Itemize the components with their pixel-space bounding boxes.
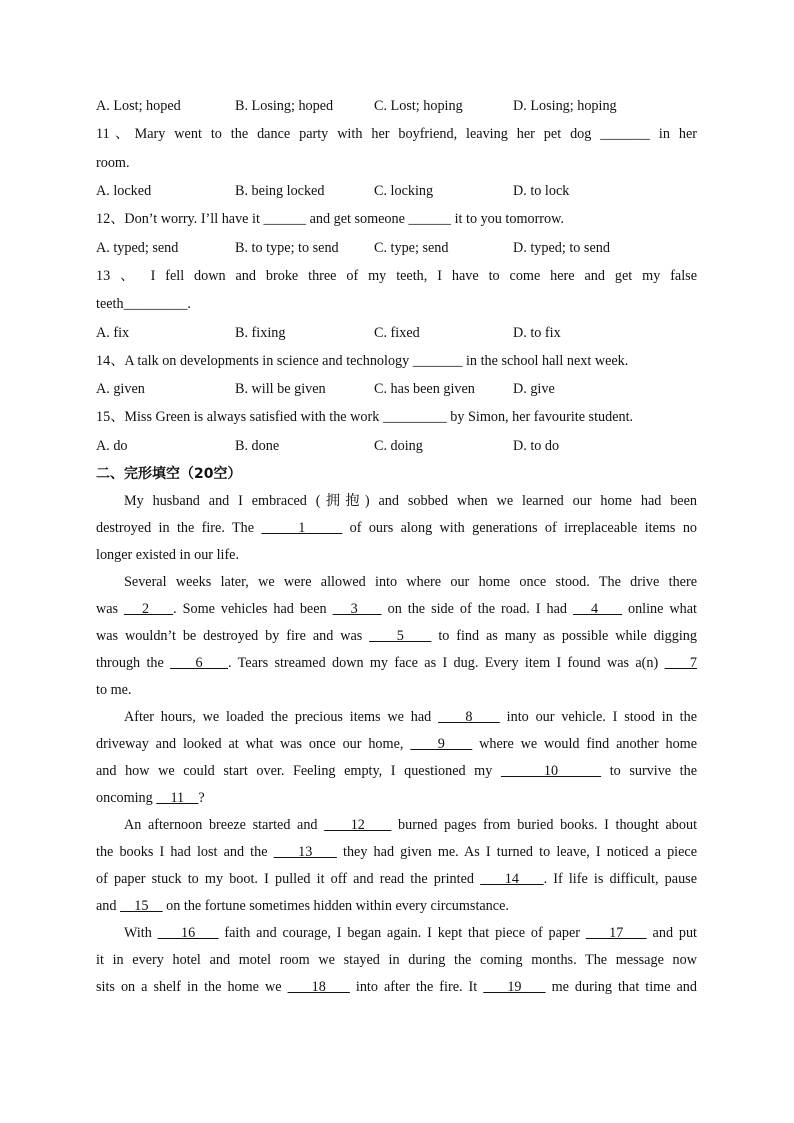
passage-text: of ours along with generations of irreplaceable items no [342, 519, 698, 536]
cloze-blank: 18 [287, 978, 350, 995]
passage-text: through the [96, 654, 171, 671]
passage-text: was wouldn’t be destroyed by fire and was [96, 627, 370, 644]
passage-text: oncoming [96, 789, 157, 806]
q15-stem: 15、Miss Green is always satisfied with the work _________ by Simon, her favourite student. [96, 409, 634, 425]
passage-line [96, 758, 697, 785]
passage-line [96, 542, 697, 569]
passage-text: to find as many as possible while digging [431, 627, 697, 644]
passage-line [96, 704, 697, 731]
q11-options [96, 177, 697, 205]
passage-line [96, 785, 697, 812]
option-b: B. done [235, 437, 280, 454]
passage-text: . Some vehicles had been [173, 600, 333, 617]
passage-text: where we would find another home [472, 735, 698, 752]
q14-options [96, 375, 697, 403]
passage-line [96, 569, 697, 596]
cloze-blank: 10 [500, 762, 602, 779]
passage-text: and put [646, 924, 698, 941]
passage-line [96, 839, 697, 866]
q10-options [96, 92, 697, 120]
option-b: B. Losing; hoped [235, 98, 334, 114]
q13-options [96, 319, 697, 347]
option-d: D. to lock [513, 183, 570, 199]
passage-text: With [124, 924, 158, 941]
passage-line [96, 893, 697, 920]
cloze-blank: 14 [480, 870, 544, 887]
cloze-blank: 4 [572, 600, 622, 617]
passage-text: on the side of the road. I had [381, 600, 573, 617]
option-d: D. typed; to send [513, 239, 610, 256]
passage-text: and how we could start over. Feeling empty, I questioned my [96, 762, 501, 779]
option-c: C. locking [374, 183, 434, 199]
option-a: A. given [96, 381, 145, 397]
passage-text: sits on a shelf in the home we [96, 978, 288, 995]
document-content [96, 92, 697, 1001]
passage-text: longer existed in our life. [96, 546, 240, 563]
option-c: C. type; send [374, 239, 449, 256]
option-b: B. being locked [235, 183, 325, 199]
q12-stem: 12、Don’t worry. I’ll have it ______ and get someone ______ it to you tomorrow. [96, 211, 564, 227]
passage-line [96, 731, 697, 758]
passage-text: to survive the [601, 762, 698, 779]
passage-text: into after the fire. It [349, 978, 484, 995]
passage-line [96, 866, 697, 893]
section-heading: 二、完形填空（20空） [96, 465, 242, 482]
option-c: C. Lost; hoping [374, 98, 463, 114]
q11-stem-line-1: 11、Mary went to the dance party with her boyfriend, leaving her pet dog _______ in her [96, 126, 697, 142]
q14-stem: 14、A talk on developments in science and technology _______ in the school hall next week. [96, 352, 629, 369]
cloze-blank: 19 [483, 978, 546, 995]
option-d: D. Losing; hoping [513, 98, 617, 114]
q13-stem-line-1: 13 、 I fell down and broke three of my teeth, I have to come here and get my false [96, 267, 697, 284]
option-a: A. Lost; hoped [96, 98, 181, 114]
option-a: A. locked [96, 183, 152, 199]
passage-text: of paper stuck to my boot. I pulled it off and read the printed [96, 870, 481, 887]
option-d: D. give [513, 381, 555, 397]
passage-text: me during that time and [545, 978, 697, 995]
passage-text: to me. [96, 681, 132, 698]
option-b: B. fixing [235, 324, 286, 341]
option-a: A. typed; send [96, 239, 179, 256]
cloze-blank: 15 [120, 897, 163, 914]
passage-text: driveway and looked at what was once our home, [96, 735, 411, 752]
cloze-blank: 11 [156, 789, 199, 806]
cloze-passage [96, 488, 697, 1001]
option-a: A. fix [96, 324, 130, 341]
cloze-blank: 6 [170, 654, 228, 671]
cloze-blank: 9 [410, 735, 473, 752]
passage-line [96, 488, 697, 515]
q12-options [96, 234, 697, 262]
cloze-blank: 1 [261, 519, 343, 536]
passage-line [96, 596, 697, 623]
option-d: D. to do [513, 437, 560, 454]
q13-stem-line-2: teeth_________. [96, 296, 191, 312]
passage-text: An afternoon breeze started and [124, 816, 325, 833]
option-c: C. has been given [374, 381, 475, 397]
passage-text: it in every hotel and motel room we stayed in during the coming months. The message now [96, 951, 697, 968]
cloze-blank: 7 [664, 654, 698, 671]
cloze-blank: 16 [157, 924, 219, 941]
passage-line [96, 974, 697, 1001]
passage-line [96, 920, 697, 947]
option-c: C. fixed [374, 324, 420, 341]
passage-text: online what [621, 600, 697, 617]
option-d: D. to fix [513, 324, 561, 341]
cloze-blank: 13 [273, 843, 337, 860]
passage-line [96, 812, 697, 839]
passage-text: burned pages from buried books. I thought about [391, 816, 698, 833]
cloze-blank: 5 [369, 627, 432, 644]
passage-line [96, 623, 697, 650]
cloze-blank: 2 [124, 600, 174, 617]
passage-text: was [96, 600, 125, 617]
passage-line [96, 650, 697, 677]
passage-text: the books I had lost and the [96, 843, 274, 860]
q15-options [96, 432, 697, 460]
passage-text: they had given me. As I turned to leave, I noticed a piece [336, 843, 698, 860]
passage-text: ? [198, 789, 205, 806]
passage-text: Several weeks later, we were allowed into where our home once stood. The drive there [124, 573, 697, 590]
passage-text: faith and courage, I began again. I kept that piece of paper [218, 924, 586, 941]
option-b: B. will be given [235, 381, 326, 397]
passage-text: destroyed in the fire. The [96, 519, 262, 536]
cloze-blank: 8 [438, 708, 500, 725]
q11-stem-line-2: room. [96, 154, 130, 171]
passage-line [96, 677, 697, 704]
passage-text: on the fortune sometimes hidden within every circumstance. [162, 897, 509, 914]
passage-line [96, 515, 697, 542]
passage-text: My husband and I embraced (拥抱) and sobbed when we learned our home had been [124, 492, 697, 509]
option-a: A. do [96, 437, 128, 454]
passage-text: into our vehicle. I stood in the [499, 708, 697, 725]
passage-text: . If life is difficult, pause [543, 870, 697, 887]
cloze-blank: 17 [585, 924, 647, 941]
option-c: C. doing [374, 437, 423, 454]
cloze-blank: 12 [324, 816, 392, 833]
passage-text: After hours, we loaded the precious items we had [124, 708, 439, 725]
passage-line [96, 947, 697, 974]
cloze-blank: 3 [332, 600, 382, 617]
passage-text: and [96, 897, 121, 914]
option-b: B. to type; to send [235, 239, 339, 256]
passage-text: . Tears streamed down my face as I dug. Every item I found was a(n) [227, 654, 665, 671]
